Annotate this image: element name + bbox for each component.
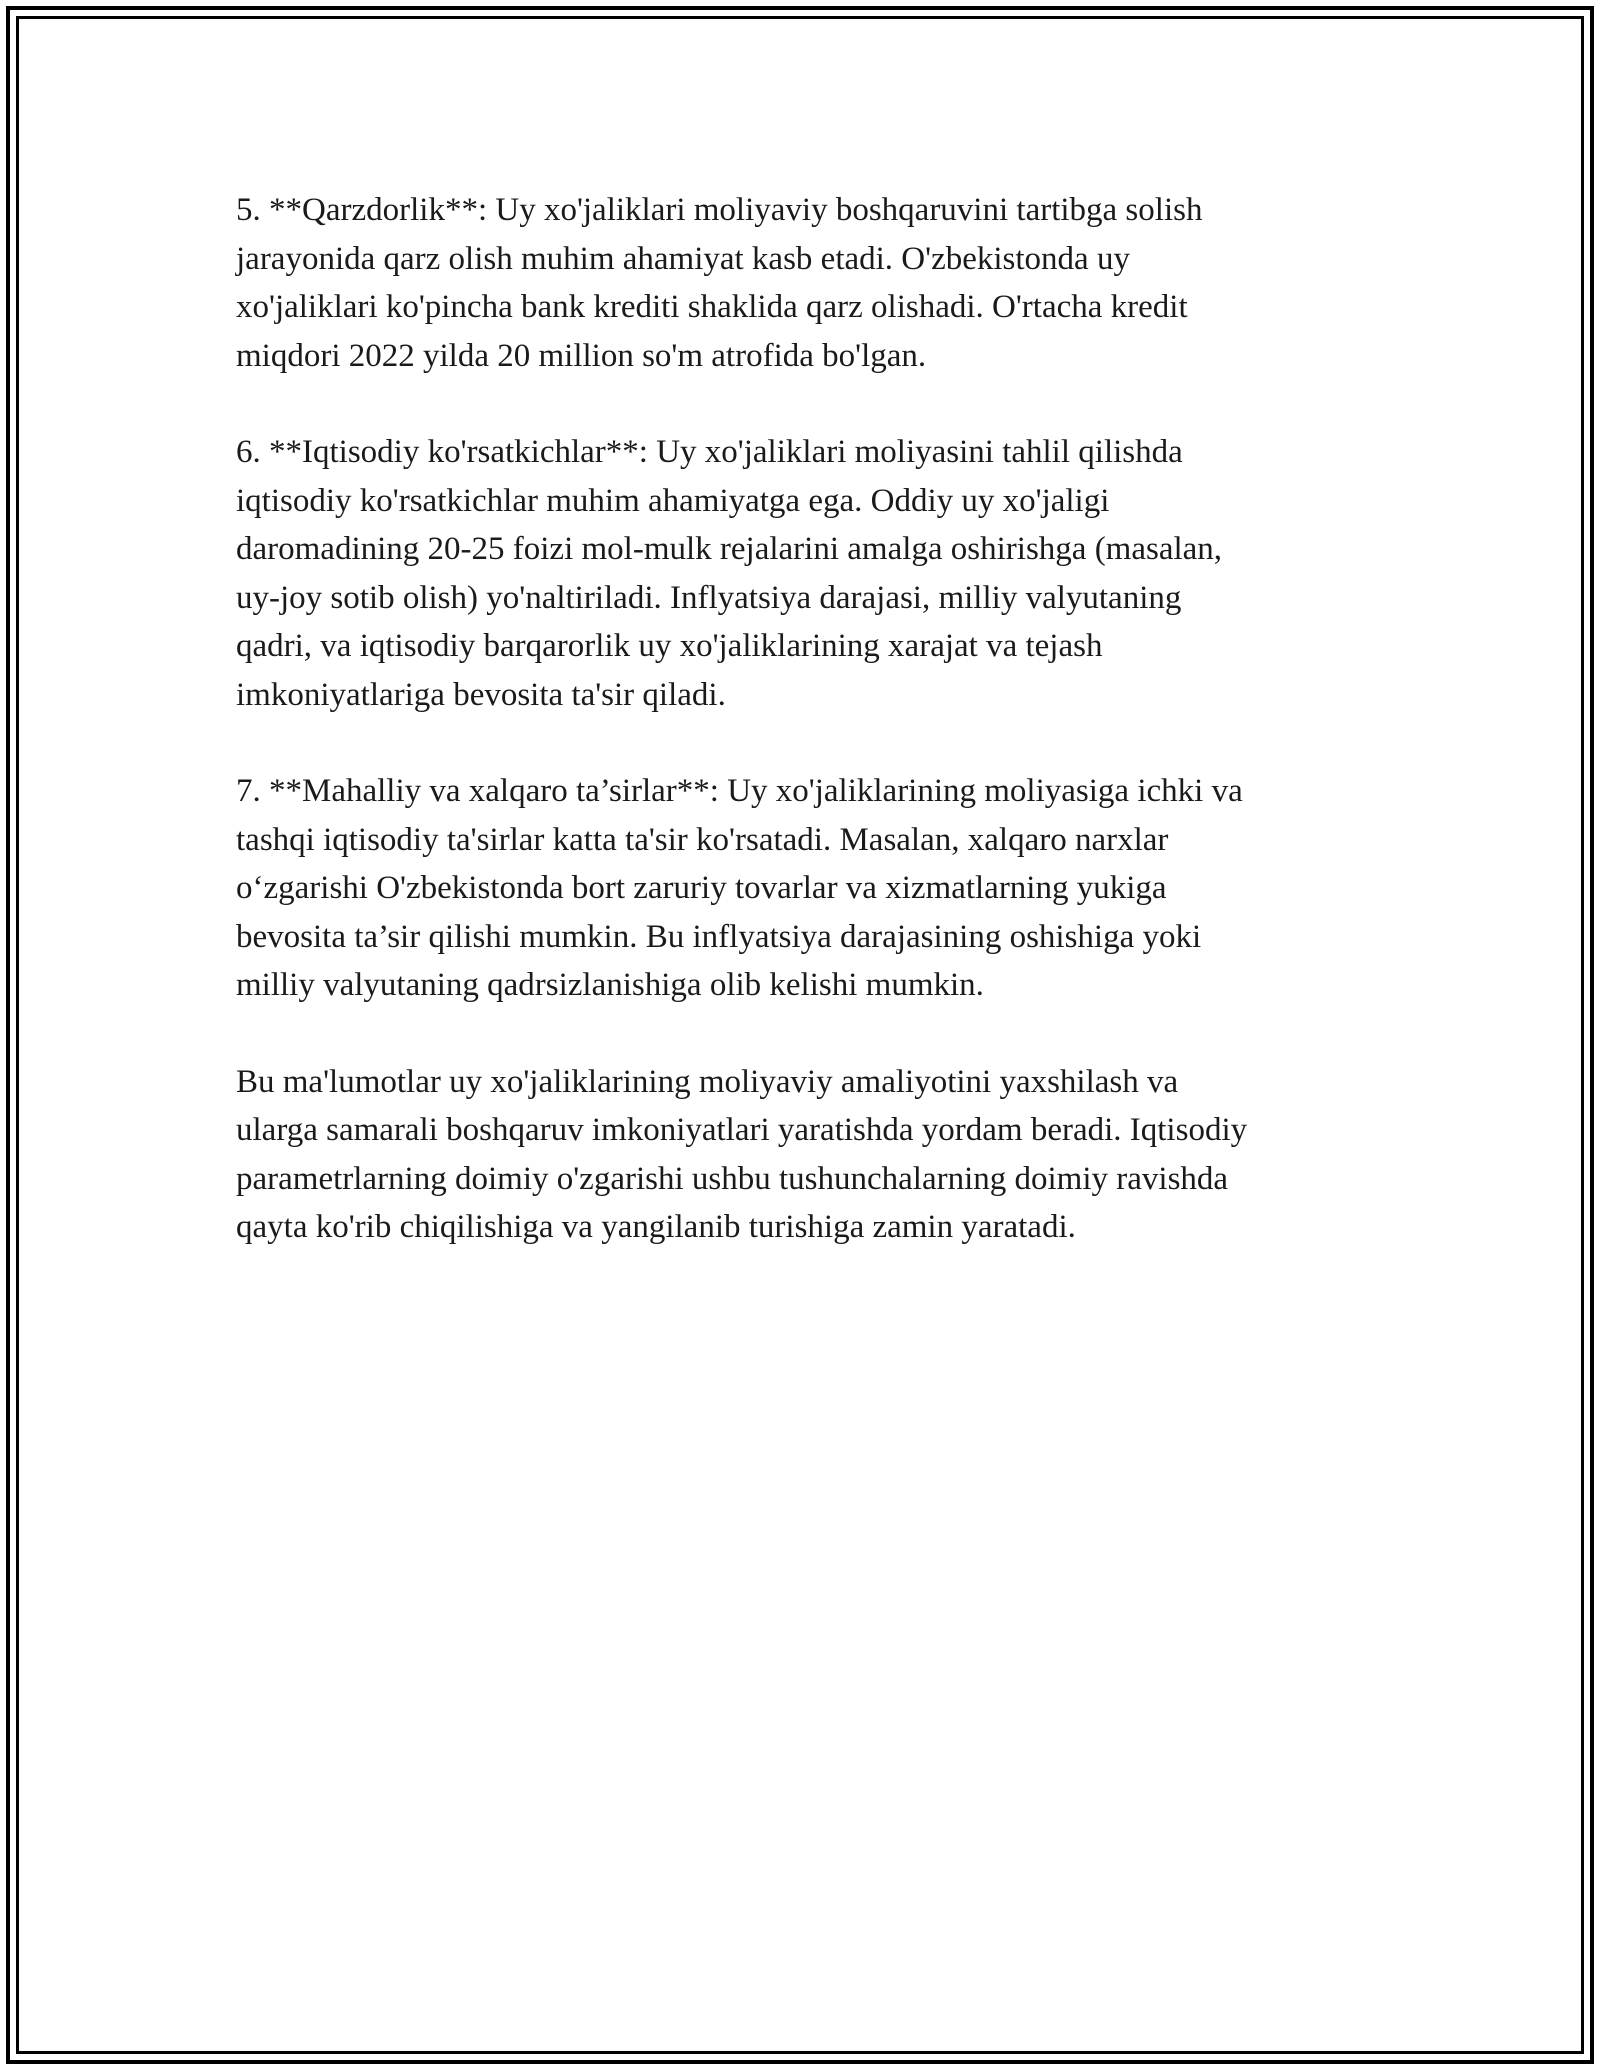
text-line: daromadining 20-25 foizi mol-mulk rejalarini amalga oshirishga (masalan, [236, 531, 1223, 567]
text-line: qadri, va iqtisodiy barqarorlik uy xo'jaliklarining xarajat va tejash [236, 628, 1103, 664]
text-line: Bu ma'lumotlar uy xo'jaliklarining moliyaviy amaliyotini yaxshilash va [236, 1063, 1179, 1100]
text-line: miqdori 2022 yilda 20 million so'm atrofida bo'lgan. [236, 337, 927, 374]
text-line: jarayonida qarz olish muhim ahamiyat kasb etadi. O'zbekistonda uy [236, 240, 1130, 277]
text-line: 7. **Mahalliy va xalqaro ta’sirlar**: Uy xo'jaliklarining moliyasiga ichki va [236, 773, 1243, 809]
paragraph-mahalliy-xalqaro [236, 767, 1376, 1010]
paragraph-qarzdorlik [236, 186, 1376, 380]
text-line: milliy valyutaning qadrsizlanishiga olib kelishi mumkin. [236, 967, 984, 1003]
text-line: 5. **Qarzdorlik**: Uy xo'jaliklari moliyaviy boshqaruvini tartibga solish [236, 192, 1203, 228]
paragraph-conclusion [236, 1058, 1376, 1252]
text-line: bevosita ta’sir qilishi mumkin. Bu inflyatsiya darajasining oshishiga yoki [236, 918, 1202, 955]
text-line: iqtisodiy ko'rsatkichlar muhim ahamiyatga ega. Oddiy uy xo'jaligi [236, 482, 1110, 519]
text-line: imkoniyatlariga bevosita ta'sir qiladi. [236, 676, 726, 713]
paragraph-iqtisodiy-korsatkichlar [236, 428, 1376, 719]
text-line: 6. **Iqtisodiy ko'rsatkichlar**: Uy xo'jaliklari moliyasini tahlil qilishda [236, 434, 1183, 470]
text-line: parametrlarning doimiy o'zgarishi ushbu tushunchalarning doimiy ravishda [236, 1160, 1229, 1197]
text-line: ularga samarali boshqaruv imkoniyatlari yaratishda yordam beradi. Iqtisodiy [236, 1112, 1248, 1148]
text-line: qayta ko'rib chiqilishiga va yangilanib turishiga zamin yaratadi. [236, 1209, 1076, 1245]
text-line: uy-joy sotib olish) yo'naltiriladi. Inflyatsiya darajasi, milliy valyutaning [236, 579, 1182, 616]
text-line: tashqi iqtisodiy ta'sirlar katta ta'sir ko'rsatadi. Masalan, xalqaro narxlar [236, 821, 1169, 858]
document-body [236, 186, 1376, 1300]
text-line: xo'jaliklari ko'pincha bank krediti shaklida qarz olishadi. O'rtacha kredit [236, 289, 1188, 325]
text-line: o‘zgarishi O'zbekistonda bort zaruriy tovarlar va xizmatlarning yukiga [236, 870, 1167, 906]
